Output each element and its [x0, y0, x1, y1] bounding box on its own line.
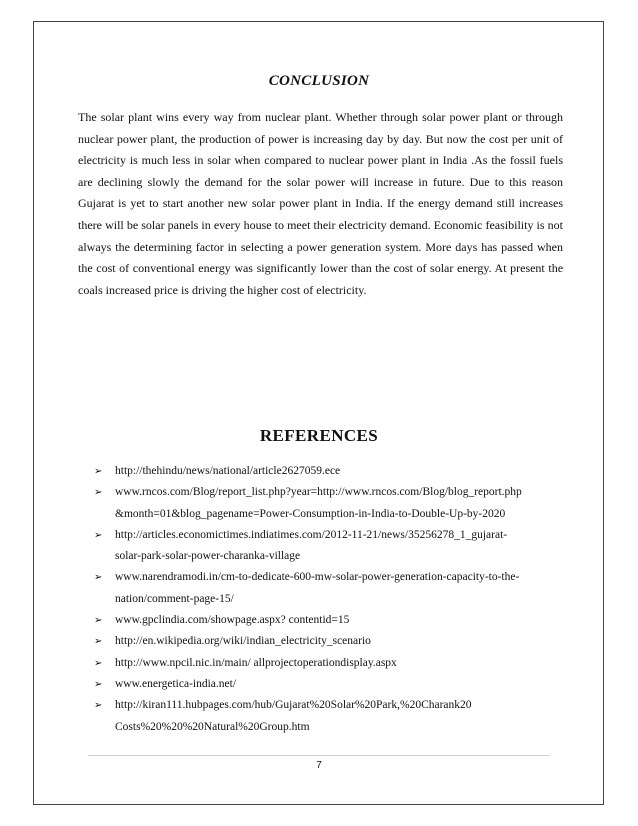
reference-link[interactable]: www.energetica-india.net/ [115, 677, 237, 690]
reference-link[interactable]: http://www.npcil.nic.in/main/ allprojectoperationdisplay.aspx [115, 656, 397, 669]
reference-link[interactable]: www.rncos.com/Blog/report_list.php?year=http://www.rncos.com/Blog/blog_report.php [115, 486, 522, 499]
arrow-bullet-icon: ➢ [94, 615, 103, 627]
reference-link-continued[interactable]: &month=01&blog_pagename=Power-Consumption-in-India-to-Double-Up-by-2020 [115, 507, 506, 520]
reference-item [94, 525, 564, 568]
page-number: 7 [316, 760, 322, 771]
reference-item [94, 695, 564, 738]
conclusion-heading: CONCLUSION [268, 73, 370, 89]
footer-divider [88, 755, 550, 756]
arrow-bullet-icon: ➢ [94, 657, 103, 669]
paragraph-line: of solar energy. At present the coals increased price is driving the higher cost of electricity. [78, 261, 564, 297]
reference-item [94, 610, 564, 631]
references-list [94, 461, 564, 738]
reference-link-continued[interactable]: Costs%20%20%20Natural%20Group.htm [115, 720, 310, 733]
arrow-bullet-icon: ➢ [94, 466, 103, 477]
arrow-bullet-icon: ➢ [94, 678, 103, 690]
paragraph-line: per unit of electricity is much less in solar when compared to nuclear power plant in India .As [78, 131, 564, 168]
paragraph-line: The solar plant wins every way from nuclear plant. Whether through solar power plant or [78, 110, 522, 124]
arrow-bullet-icon: ➢ [94, 572, 103, 584]
reference-item [94, 567, 564, 610]
reference-item [94, 461, 564, 482]
reference-link[interactable]: http://thehindu/news/national/article2627059.ece [115, 465, 341, 477]
reference-link[interactable]: http://kiran111.hubpages.com/hub/Gujarat%20Solar%20Park,%20Charank20 [115, 699, 472, 712]
reference-link-continued[interactable]: nation/comment-page-15/ [115, 592, 234, 605]
paragraph-line: through nuclear power plant, the production of power is increasing day by day. But now the cost [78, 110, 563, 146]
reference-link[interactable]: http://articles.economictimes.indiatimes.com/2012-11-21/news/35256278_1_gujarat- [115, 528, 508, 541]
paragraph-line: to this reason Gujarat is yet to start another new solar power plant in India. If the energy demand [78, 174, 564, 211]
paragraph-line: still increases there will be solar panels in every house to meet their electricity demand. [78, 196, 564, 232]
paragraph-line: the fossil fuels are declining slowly the demand for the solar power will increase in future. Due [78, 153, 564, 189]
reference-link-continued[interactable]: solar-park-solar-power-charanka-village [115, 550, 301, 563]
arrow-bullet-icon: ➢ [94, 487, 103, 499]
reference-link[interactable]: www.gpclindia.com/showpage.aspx? contentid=15 [115, 614, 350, 627]
paragraph-line: More days has passed when the cost of conventional energy was significantly lower than the cost [78, 239, 563, 276]
reference-link[interactable]: www.narendramodi.in/cm-to-dedicate-600-mw-solar-power-generation-capacity-to-the- [115, 571, 520, 584]
reference-item [94, 631, 564, 652]
arrow-bullet-icon: ➢ [94, 700, 103, 712]
conclusion-paragraph [78, 107, 563, 301]
reference-link[interactable]: http://en.wikipedia.org/wiki/indian_electricity_scenario [115, 635, 371, 648]
arrow-bullet-icon: ➢ [94, 529, 103, 541]
paragraph-line: Economic feasibility is not always the determining factor in selecting a power generation system. [78, 217, 563, 254]
reference-item [94, 653, 564, 674]
references-heading: REFERENCES [259, 426, 379, 445]
reference-item [94, 482, 564, 525]
reference-item [94, 674, 564, 695]
arrow-bullet-icon: ➢ [94, 636, 103, 648]
